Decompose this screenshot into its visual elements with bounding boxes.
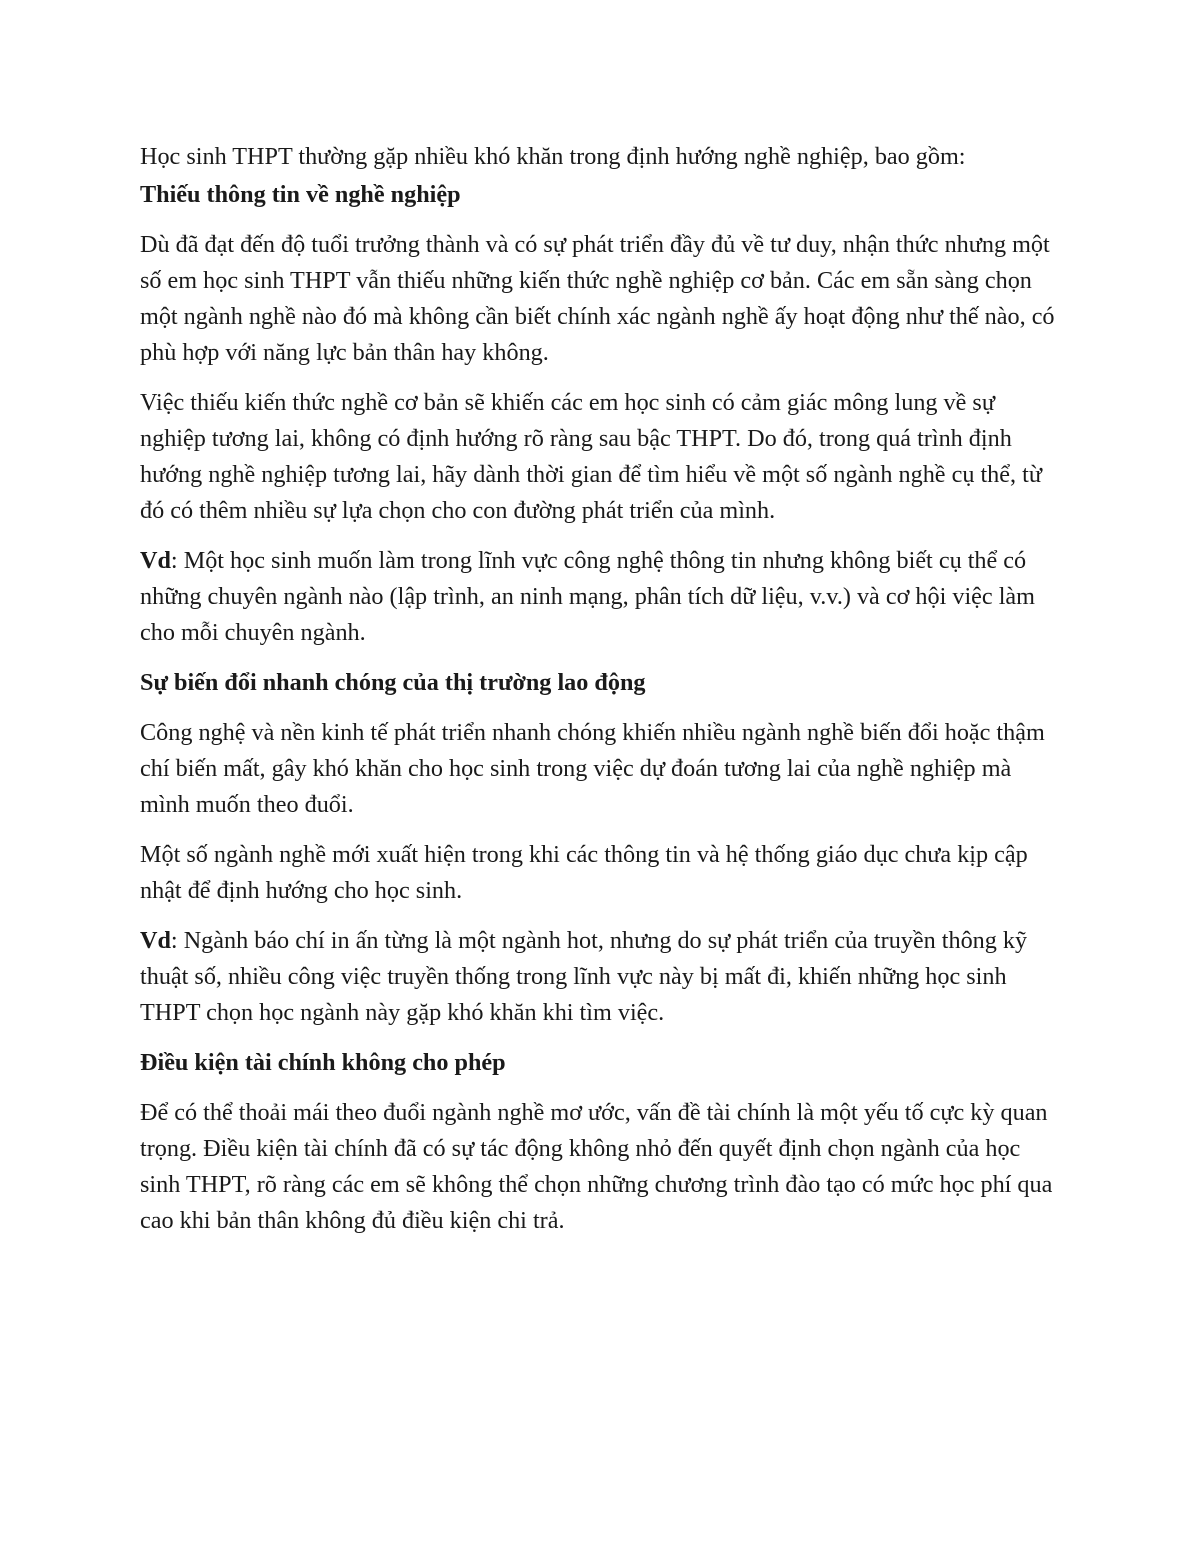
section-heading-labor-market: Sự biến đổi nhanh chóng của thị trường lao động [140, 669, 646, 696]
example-label: Vd [140, 927, 171, 954]
intro-paragraph: Học sinh THPT thường gặp nhiều khó khăn trong định hướng nghề nghiệp, bao gồm: [140, 143, 966, 170]
example-text: : Một học sinh muốn làm trong lĩnh vực công nghệ thông tin nhưng không biết cụ thể có những chuyên ngành nào (lập trình, an ninh mạng, phân tích dữ liệu, v.v.) và cơ hội việc làm cho mỗi chuyên ngành. [140, 547, 1035, 646]
paragraph: Để có thể thoải mái theo đuổi ngành nghề mơ ước, vấn đề tài chính là một yếu tố cực kỳ quan trọng. Điều kiện tài chính đã có sự tác động không nhỏ đến quyết định chọn ngành của học sinh THPT, rõ ràng các em sẽ không thể chọn những chương trình đào tạo có mức học phí qua cao khi bản thân không đủ điều kiện chi trả. [140, 1099, 1053, 1234]
paragraph: Một số ngành nghề mới xuất hiện trong khi các thông tin và hệ thống giáo dục chưa kịp cập nhật để định hướng cho học sinh. [140, 841, 1028, 904]
example-text: : Ngành báo chí in ấn từng là một ngành hot, nhưng do sự phát triển của truyền thông kỹ thuật số, nhiều công việc truyền thống trong lĩnh vực này bị mất đi, khiến những học sinh THPT chọn học ngành này gặp khó khăn khi tìm việc. [140, 927, 1028, 1026]
example-paragraph [140, 543, 1065, 651]
example-paragraph [140, 923, 1065, 1031]
paragraph: Công nghệ và nền kinh tế phát triển nhanh chóng khiến nhiều ngành nghề biến đổi hoặc thậm chí biến mất, gây khó khăn cho học sinh trong việc dự đoán tương lai của nghề nghiệp mà mình muốn theo đuổi. [140, 719, 1045, 818]
paragraph: Dù đã đạt đến độ tuổi trưởng thành và có sự phát triển đầy đủ về tư duy, nhận thức nhưng một số em học sinh THPT vẫn thiếu những kiến thức nghề nghiệp cơ bản. Các em sẵn sàng chọn một ngành nghề nào đó mà không cần biết chính xác ngành nghề ấy hoạt động như thế nào, có phù hợp với năng lực bản thân hay không. [140, 231, 1055, 366]
section-heading-finance: Điều kiện tài chính không cho phép [140, 1049, 506, 1076]
example-label: Vd [140, 547, 171, 574]
section-heading-career-info: Thiếu thông tin về nghề nghiệp [140, 181, 461, 208]
document-page [140, 139, 1065, 1253]
paragraph: Việc thiếu kiến thức nghề cơ bản sẽ khiến các em học sinh có cảm giác mông lung về sự nghiệp tương lai, không có định hướng rõ ràng sau bậc THPT. Do đó, trong quá trình định hướng nghề nghiệp tương lai, hãy dành thời gian để tìm hiểu về một số ngành nghề cụ thể, từ đó có thêm nhiều sự lựa chọn cho con đường phát triển của mình. [140, 389, 1042, 524]
